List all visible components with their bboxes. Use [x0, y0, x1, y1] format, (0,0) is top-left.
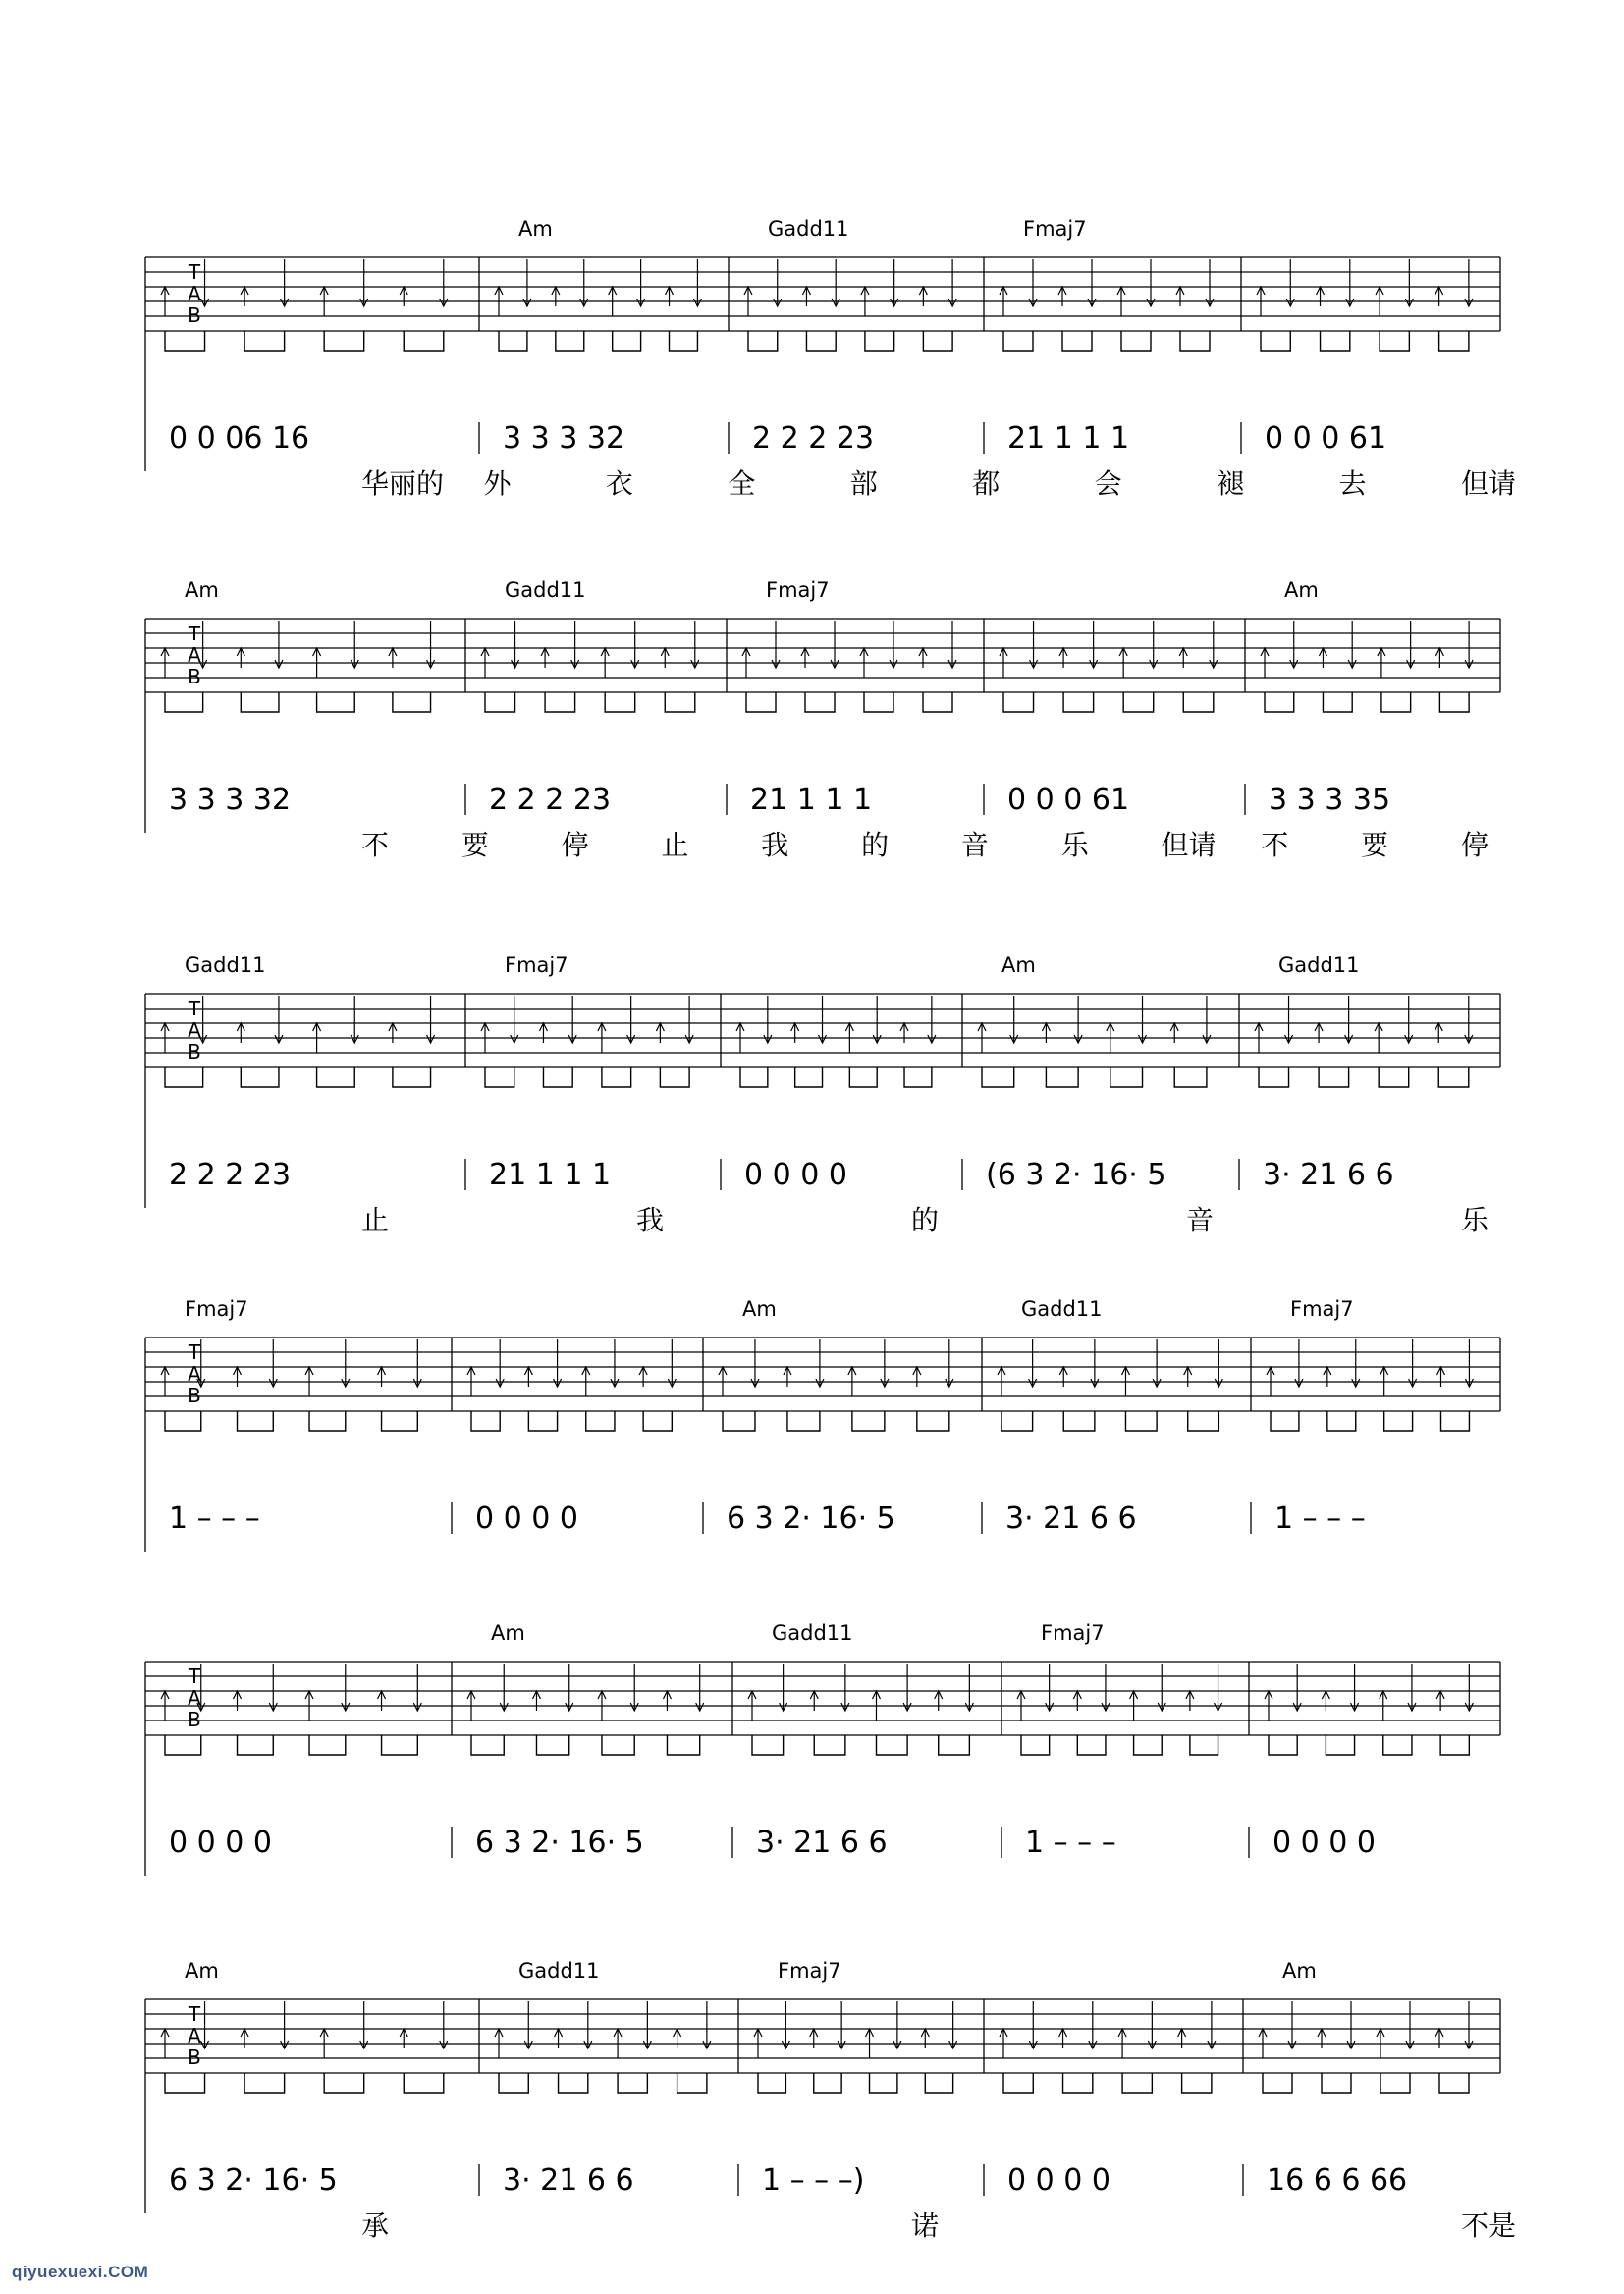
jianpu-notes: 3· 21 6 6	[1263, 1158, 1394, 1192]
jianpu-notes: 21 1 1 1	[750, 783, 873, 817]
chord-name: Am	[491, 1621, 525, 1645]
lyric-word: 要	[460, 829, 489, 861]
lyric-word: 不	[361, 829, 390, 861]
rhythm-beam	[165, 331, 205, 351]
tab-clef-letter: T	[188, 1340, 201, 1364]
rhythm-beam	[748, 331, 778, 351]
jianpu-notes: 2 2 2 23	[752, 421, 875, 456]
jianpu-notes: 1 – – –	[169, 1502, 260, 1536]
chord-name: Am	[1282, 1959, 1317, 1983]
rhythm-beam	[536, 1735, 568, 1755]
chord-name: Gadd11	[1278, 954, 1360, 977]
rhythm-beam	[404, 2073, 444, 2093]
site-watermark: qiyuexuexi.COM	[12, 2263, 149, 2281]
jianpu-notes: 3 3 3 32	[169, 783, 292, 817]
rhythm-beam	[864, 692, 893, 712]
rhythm-beam	[917, 1411, 949, 1431]
tab-system	[145, 578, 1500, 861]
rhythm-beam	[1122, 2073, 1152, 2093]
jianpu-notes: 21 1 1 1	[1007, 421, 1130, 456]
rhythm-beam	[241, 1067, 279, 1087]
rhythm-beam	[1441, 1411, 1470, 1431]
jianpu-notes: 0 0 0 0	[1272, 1826, 1376, 1860]
rhythm-beam	[1001, 1411, 1033, 1431]
rhythm-beam	[660, 1067, 689, 1087]
rhythm-beam	[499, 331, 527, 351]
tab-system	[145, 1959, 1516, 2242]
rhythm-beam	[795, 1067, 823, 1087]
tab-system	[145, 954, 1500, 1236]
tab-clef-letter: A	[188, 1018, 201, 1042]
jianpu-notes: 6 3 2· 16· 5	[475, 1826, 644, 1860]
chord-name: Fmaj7	[185, 1297, 248, 1321]
tab-clef-letter: A	[188, 643, 201, 667]
jianpu-notes: 16 6 6 66	[1267, 2163, 1408, 2198]
tab-clef-letter: B	[188, 303, 201, 327]
tab-clef-letter: T	[188, 997, 201, 1020]
lyric-word: 诺	[911, 2210, 940, 2242]
rhythm-beam	[324, 331, 364, 351]
rhythm-beam	[393, 1067, 431, 1087]
chord-name: Gadd11	[518, 1959, 600, 1983]
rhythm-beam	[1380, 331, 1409, 351]
rhythm-beam	[1134, 1735, 1163, 1755]
rhythm-beam	[485, 692, 515, 712]
jianpu-notes: 0 0 0 0	[475, 1502, 578, 1536]
rhythm-beam	[543, 1067, 572, 1087]
jianpu-notes: 0 0 06 16	[169, 421, 310, 456]
rhythm-beam	[1121, 331, 1151, 351]
rhythm-beam	[382, 1735, 418, 1755]
lyric-word: 的	[861, 829, 890, 861]
rhythm-beam	[787, 1411, 820, 1431]
rhythm-beam	[1259, 1067, 1289, 1087]
rhythm-beam	[1125, 1411, 1157, 1431]
rhythm-beam	[241, 692, 279, 712]
rhythm-beam	[1021, 1735, 1050, 1755]
rhythm-beam	[165, 2073, 205, 2093]
rhythm-beam	[471, 1735, 504, 1755]
rhythm-beam	[746, 692, 776, 712]
rhythm-beam	[382, 1411, 418, 1431]
rhythm-beam	[1182, 2073, 1212, 2093]
chord-name: Am	[1001, 954, 1036, 977]
rhythm-beam	[1003, 2073, 1033, 2093]
rhythm-beam	[165, 692, 203, 712]
chord-name: Fmaj7	[1290, 1297, 1354, 1321]
rhythm-beam	[244, 2073, 285, 2093]
rhythm-beam	[939, 1735, 970, 1755]
lyric-word: 外	[483, 467, 512, 500]
tab-clef-letter: B	[188, 665, 201, 688]
tab-clef-letter: T	[188, 1665, 201, 1688]
rhythm-beam	[1190, 1735, 1218, 1755]
rhythm-beam	[1319, 1067, 1349, 1087]
tab-clef-letter: B	[188, 1384, 201, 1407]
rhythm-beam	[1188, 1411, 1219, 1431]
rhythm-beam	[528, 1411, 557, 1431]
rhythm-beam	[870, 2073, 897, 2093]
rhythm-beam	[723, 1411, 755, 1431]
lyric-word: 承	[361, 2210, 390, 2242]
rhythm-beam	[1269, 1735, 1297, 1755]
lyric-word: 我	[636, 1204, 665, 1236]
rhythm-beam	[1440, 1735, 1469, 1755]
rhythm-beam	[1077, 1735, 1106, 1755]
jianpu-notes: 0 0 0 61	[1265, 421, 1387, 456]
chord-name: Am	[518, 217, 553, 241]
rhythm-beam	[244, 331, 285, 351]
jianpu-notes: 21 1 1 1	[489, 1158, 612, 1192]
lyric-word: 我	[761, 829, 789, 861]
lyric-word: 不是	[1461, 2210, 1517, 2242]
rhythm-beam	[670, 331, 698, 351]
chord-name: Gadd11	[772, 1621, 853, 1645]
jianpu-notes: 6 3 2· 16· 5	[727, 1502, 895, 1536]
lyric-word: 去	[1338, 467, 1367, 500]
lyric-word: 止	[361, 1204, 390, 1236]
tab-system	[145, 217, 1516, 500]
jianpu-notes: 1 – – –	[1025, 1826, 1116, 1860]
rhythm-beam	[1380, 2073, 1410, 2093]
tab-clef-letter: A	[188, 2024, 201, 2048]
rhythm-beam	[602, 1735, 634, 1755]
jianpu-notes: 2 2 2 23	[169, 1158, 292, 1192]
chord-name: Gadd11	[768, 217, 849, 241]
jianpu-notes: 3 3 3 32	[503, 421, 625, 456]
rhythm-beam	[1438, 1067, 1469, 1087]
tab-clef-letter: A	[188, 1362, 201, 1386]
rhythm-beam	[1322, 2073, 1351, 2093]
lyric-word: 音	[1186, 1204, 1215, 1236]
rhythm-beam	[485, 1067, 514, 1087]
chord-name: Am	[185, 1959, 219, 1983]
chord-name: Fmaj7	[505, 954, 568, 977]
rhythm-beam	[1327, 1411, 1356, 1431]
rhythm-beam	[605, 692, 635, 712]
lyric-word: 华丽的	[361, 467, 445, 500]
jianpu-notes: 2 2 2 23	[489, 783, 612, 817]
jianpu-notes: 3 3 3 35	[1269, 783, 1391, 817]
lyric-word: 音	[960, 829, 989, 861]
lyric-word: 止	[661, 829, 689, 861]
jianpu-notes: 1 – – –)	[762, 2163, 865, 2198]
rhythm-beam	[309, 1735, 346, 1755]
rhythm-beam	[1174, 1067, 1207, 1087]
chord-name: Fmaj7	[778, 1959, 841, 1983]
rhythm-beam	[1384, 1411, 1413, 1431]
rhythm-beam	[1271, 1411, 1299, 1431]
chord-name: Am	[185, 578, 219, 602]
chord-name: Am	[1284, 578, 1319, 602]
tab-system	[145, 1621, 1500, 1876]
rhythm-beam	[1383, 1735, 1412, 1755]
rhythm-beam	[165, 1411, 201, 1431]
tab-clef-letter: A	[188, 1686, 201, 1710]
rhythm-beam	[1063, 2073, 1093, 2093]
lyric-word: 部	[849, 467, 878, 500]
jianpu-notes: 3· 21 6 6	[756, 1826, 888, 1860]
chord-name: Gadd11	[185, 954, 266, 977]
rhythm-beam	[849, 1067, 877, 1087]
rhythm-beam	[602, 1067, 631, 1087]
rhythm-beam	[852, 1411, 885, 1431]
rhythm-beam	[1265, 692, 1294, 712]
lyric-word: 停	[561, 829, 589, 861]
rhythm-beam	[1123, 692, 1154, 712]
rhythm-beam	[1046, 1067, 1078, 1087]
rhythm-beam	[1063, 1411, 1095, 1431]
rhythm-beam	[586, 1411, 615, 1431]
rhythm-beam	[923, 331, 952, 351]
tab-clef-letter: T	[188, 2002, 201, 2026]
rhythm-beam	[556, 331, 584, 351]
rhythm-beam	[667, 1735, 699, 1755]
rhythm-beam	[1062, 331, 1092, 351]
rhythm-beam	[613, 331, 641, 351]
tab-clef-letter: B	[188, 2046, 201, 2069]
jianpu-notes: 6 3 2· 16· 5	[169, 2163, 338, 2198]
rhythm-beam	[982, 1067, 1014, 1087]
jianpu-notes: 0 0 0 61	[1007, 783, 1130, 817]
lyric-word: 衣	[605, 467, 633, 500]
rhythm-beam	[1063, 692, 1094, 712]
rhythm-beam	[309, 1411, 346, 1431]
rhythm-beam	[317, 692, 355, 712]
rhythm-beam	[1263, 2073, 1292, 2093]
tab-clef-letter: B	[188, 1040, 201, 1064]
rhythm-beam	[1379, 1067, 1409, 1087]
lyric-word: 褪	[1217, 467, 1245, 500]
jianpu-notes: 0 0 0 0	[744, 1158, 847, 1192]
rhythm-beam	[165, 1067, 203, 1087]
lyric-word: 全	[728, 467, 756, 500]
lyric-word: 的	[911, 1204, 940, 1236]
lyric-word: 要	[1361, 829, 1389, 861]
chord-name: Fmaj7	[1041, 1621, 1105, 1645]
rhythm-beam	[1439, 331, 1469, 351]
lyric-word: 乐	[1461, 1204, 1489, 1236]
rhythm-beam	[1381, 692, 1411, 712]
rhythm-beam	[1261, 331, 1290, 351]
rhythm-beam	[1183, 692, 1214, 712]
rhythm-beam	[865, 331, 894, 351]
jianpu-notes: (6 3 2· 16· 5	[986, 1158, 1166, 1192]
rhythm-beam	[1439, 692, 1469, 712]
rhythm-beam	[1110, 1067, 1143, 1087]
rhythm-beam	[559, 2073, 588, 2093]
rhythm-beam	[1439, 2073, 1469, 2093]
tab-clef-letter: T	[188, 622, 201, 645]
tab-clef-letter: T	[188, 260, 201, 284]
chord-name: Fmaj7	[1023, 217, 1087, 241]
jianpu-notes: 3· 21 6 6	[1005, 1502, 1137, 1536]
lyric-word: 会	[1094, 467, 1122, 500]
chord-name: Gadd11	[1021, 1297, 1103, 1321]
tab-system	[145, 1297, 1500, 1552]
rhythm-beam	[805, 692, 835, 712]
rhythm-beam	[806, 331, 836, 351]
rhythm-beam	[1180, 331, 1210, 351]
jianpu-notes: 1 – – –	[1274, 1502, 1366, 1536]
rhythm-beam	[545, 692, 575, 712]
lyric-word: 乐	[1060, 829, 1089, 861]
rhythm-beam	[1321, 331, 1350, 351]
rhythm-beam	[876, 1735, 907, 1755]
rhythm-beam	[677, 2073, 707, 2093]
chord-name: Fmaj7	[766, 578, 830, 602]
lyric-word: 都	[972, 467, 1001, 500]
rhythm-beam	[1003, 692, 1034, 712]
rhythm-beam	[814, 2073, 841, 2093]
chord-name: Gadd11	[505, 578, 586, 602]
lyric-word: 停	[1461, 829, 1489, 861]
lyric-word: 但请	[1461, 467, 1517, 500]
rhythm-beam	[238, 1735, 274, 1755]
tab-clef-letter: B	[188, 1708, 201, 1731]
rhythm-beam	[1323, 692, 1352, 712]
lyric-word: 但请	[1161, 829, 1217, 861]
rhythm-beam	[471, 1411, 500, 1431]
rhythm-beam	[740, 1067, 768, 1087]
tab-clef-letter: A	[188, 282, 201, 305]
rhythm-beam	[904, 1067, 932, 1087]
rhythm-beam	[923, 692, 952, 712]
chord-name: Am	[742, 1297, 777, 1321]
rhythm-beam	[238, 1411, 274, 1431]
jianpu-notes: 0 0 0 0	[1007, 2163, 1110, 2198]
rhythm-beam	[393, 692, 431, 712]
rhythm-beam	[758, 2073, 785, 2093]
rhythm-beam	[665, 692, 695, 712]
rhythm-beam	[1003, 331, 1033, 351]
rhythm-beam	[814, 1735, 845, 1755]
rhythm-beam	[404, 331, 444, 351]
rhythm-beam	[925, 2073, 952, 2093]
rhythm-beam	[1326, 1735, 1354, 1755]
jianpu-notes: 3· 21 6 6	[503, 2163, 634, 2198]
rhythm-beam	[752, 1735, 784, 1755]
rhythm-beam	[499, 2073, 528, 2093]
rhythm-beam	[165, 1735, 201, 1755]
rhythm-beam	[643, 1411, 672, 1431]
rhythm-beam	[618, 2073, 647, 2093]
jianpu-notes: 0 0 0 0	[169, 1826, 272, 1860]
rhythm-beam	[324, 2073, 364, 2093]
rhythm-beam	[317, 1067, 355, 1087]
lyric-word: 不	[1261, 829, 1289, 861]
